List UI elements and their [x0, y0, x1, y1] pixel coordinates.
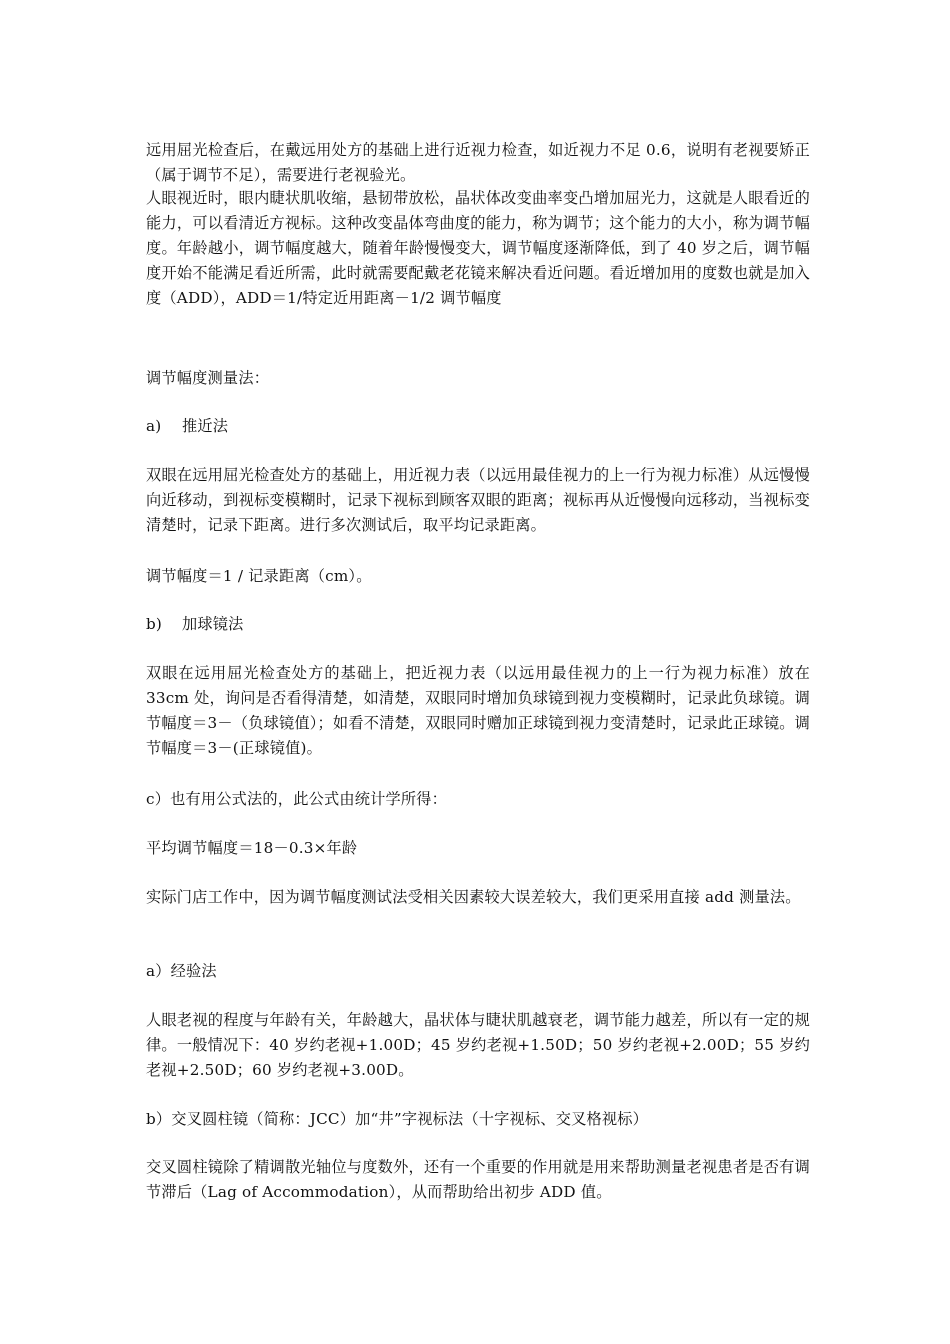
paragraph-accommodation: 人眼视近时，眼内睫状肌收缩，悬韧带放松，晶状体改变曲率变凸增加屈光力，这就是人眼看近的能力，可以看清近方视标。这种改变晶体弯曲度的能力，称为调节；这个能力的大小，称为调节幅度。年龄越小，调节幅度越大，随着年龄慢慢变大，调节幅度逐渐降低，到了 40 岁之后，调节幅度开始不能满足看近所需，此时就需要配戴老花镜来解决看近问题。看近增加用的度数也就是加入度（ADD），ADD＝1/特定近用距离－1/2 调节幅度	[146, 189, 810, 307]
heading-measurement-methods: 调节幅度测量法：	[146, 369, 270, 387]
paragraph-intro: 远用屈光检查后，在戴远用处方的基础上进行近视力检查，如近视力不足 0.6，说明有老视要矫正（属于调节不足），需要进行老视验光。	[146, 141, 810, 184]
heading-experience-method: a）经验法	[146, 962, 217, 980]
list-text: 加球镜法	[182, 615, 244, 633]
paragraph-jcc-description: 交叉圆柱镜除了精调散光轴位与度数外，还有一个重要的作用就是用来帮助测量老视患者是否有调节滞后（Lag of Accommodation），从而帮助给出初步 ADD 值。	[146, 1158, 810, 1201]
paragraph-formula-method: c）也有用公式法的，此公式由统计学所得：	[146, 790, 448, 808]
list-label: a)	[146, 417, 162, 435]
paragraph-experience-rules: 人眼老视的程度与年龄有关，年龄越大，晶状体与睫状肌越衰老，调节能力越差，所以有一定的规律。一般情况下：40 岁约老视+1.00D；45 岁约老视+1.50D；50 岁约老视+2.00D；55 岁约老视+2.50D；60 岁约老视+3.00D。	[146, 1011, 810, 1079]
paragraph-store-practice: 实际门店工作中，因为调节幅度测试法受相关因素较大误差较大，我们更采用直接 add 测量法。	[146, 888, 801, 906]
paragraph-lens-procedure: 双眼在远用屈光检查处方的基础上，把近视力表（以远用最佳视力的上一行为视力标准）放在 33cm 处，询问是否看得清楚，如清楚，双眼同时增加负球镜到视力变模糊时，记录此负球镜。调节幅度＝3－（负球镜值）；如看不清楚，双眼同时赠加正球镜到视力变清楚时，记录此正球镜。调节幅度＝3－(正球镜值)。	[146, 664, 810, 757]
paragraph-push-up-procedure: 双眼在远用屈光检查处方的基础上，用近视力表（以远用最佳视力的上一行为视力标准）从远慢慢向近移动，到视标变模糊时，记录下视标到顾客双眼的距离；视标再从近慢慢向远移动，当视标变清楚时，记录下距离。进行多次测试后，取平均记录距离。	[146, 466, 810, 534]
list-item-push-up-method	[146, 414, 810, 439]
list-item-lens-method	[146, 612, 810, 637]
list-label: b)	[146, 615, 163, 633]
heading-jcc-method: b）交叉圆柱镜（简称：JCC）加“井”字视标法（十字视标、交叉格视标）	[146, 1110, 649, 1128]
paragraph-push-up-formula: 调节幅度＝1 / 记录距离（cm）。	[146, 567, 372, 585]
list-text: 推近法	[182, 417, 229, 435]
paragraph-average-formula: 平均调节幅度＝18－0.3×年龄	[146, 839, 358, 857]
